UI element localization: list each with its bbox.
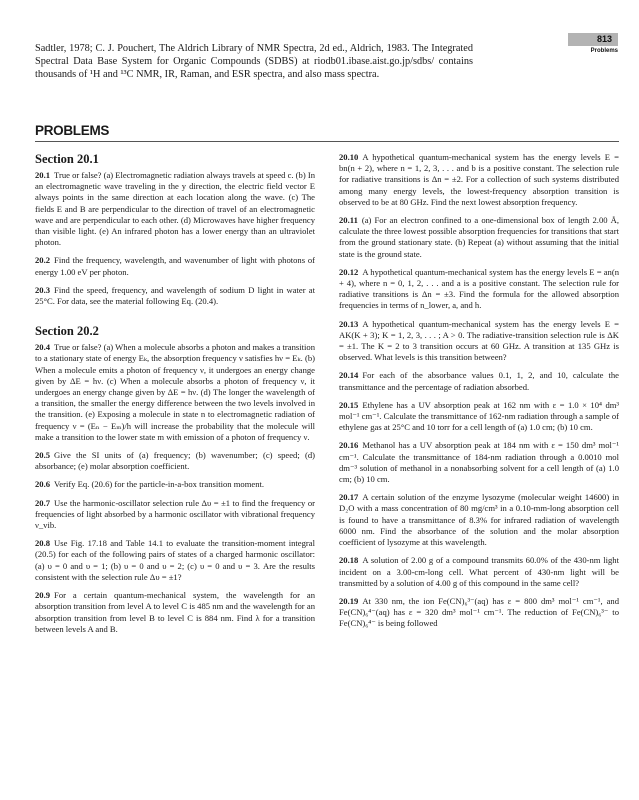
problem-text: Find the frequency, wavelength, and wavenumber of light with photons of energy 1.00 eV per photon.	[35, 255, 315, 277]
problem-text: Use the harmonic-oscillator selection rule Δυ = ±1 to find the frequency or frequencies of light absorbed by a harmonic oscillator with vibrational frequency ν_vib.	[35, 497, 315, 531]
problem-item	[35, 479, 315, 490]
references-paragraph	[35, 42, 473, 81]
problem-item	[339, 215, 619, 260]
section-heading-20-2: Section 20.2	[35, 324, 99, 339]
left-column	[35, 152, 315, 642]
problem-item	[35, 498, 315, 532]
problem-item	[35, 538, 315, 583]
problem-number: 20.12	[339, 266, 359, 277]
problem-number: 20.7	[35, 497, 51, 508]
problem-number: 20.8	[35, 538, 51, 549]
problem-number: 20.3	[35, 284, 51, 295]
problem-text: True or false? (a) Electromagnetic radiation always travels at speed c. (b) In an electromagnetic wave traveling in the y direction, the electric field vector E always points in the same direction at each location along the wave. (c) The fields E and B are perpendicular to the direction of travel of an electromagnetic wave and are perpendicular to each other. (d) Microwaves have higher frequency than visible light. (e) An infrared photon has a lower energy than an ultraviolet photon.	[35, 170, 316, 248]
problem-number: 20.16	[339, 440, 359, 451]
problem-item	[35, 170, 315, 248]
problem-number: 20.11	[339, 215, 358, 226]
page-number: 813	[596, 34, 612, 44]
problem-text: At 330 nm, the ion Fe(CN)₆³⁻(aq) has ε = 800 dm³ mol⁻¹ cm⁻¹, and Fe(CN)₆⁴⁻(aq) has ε = 320 dm³ mol⁻¹ cm⁻¹. The reduction of Fe(CN)₆³⁻ to Fe(CN)₆⁴⁻ is being followed	[339, 595, 619, 629]
problem-number: 20.10	[339, 152, 359, 162]
problem-text: Ethylene has a UV absorption peak at 162 nm with ε = 1.0 × 10⁴ dm³ mol⁻¹ cm⁻¹. Calculate the transmittance of 162-nm radiation through a sample of ethylene gas at 25°C and 10 torr for a cell length of (a) 1.0 cm; (b) 10 cm.	[339, 399, 619, 433]
problem-item	[35, 285, 315, 307]
section-heading-20-1: Section 20.1	[35, 152, 99, 166]
problem-item	[35, 255, 315, 277]
problem-item	[35, 342, 315, 443]
running-head: Problems	[590, 48, 618, 54]
right-column-problems	[339, 152, 619, 630]
problem-item	[35, 450, 315, 472]
problem-item	[339, 319, 619, 364]
problem-number: 20.17	[339, 492, 359, 503]
problem-text: A hypothetical quantum-mechanical system has the energy levels E = bn(n + 2), where n = 1, 2, 3, . . . and b is a positive constant. The selection rule for radiative transitions is Δn = ±2. For a collection of such systems distributed among many energy levels, the lowest-frequency absorption transition is observed to be at 80 GHz. Find the next lowest absorption frequency.	[339, 152, 619, 207]
problem-text: Use Fig. 17.18 and Table 14.1 to evaluate the transition-moment integral (20.5) for each of the following pairs of states of a charged harmonic oscillator: (a) υ = 0 and υ = 1; (b) υ = 0 and υ = 2; (c) υ = 0 and υ = 3. Are the results consistent with the selection rule Δυ = ±1?	[35, 538, 315, 582]
problem-text: Verify Eq. (20.6) for the particle-in-a-box transition moment.	[54, 479, 265, 490]
problem-number: 20.9	[35, 590, 51, 601]
problem-text: Find the speed, frequency, and wavelength of sodium D light in water at 25°C. For data, see the material following Eq. (20.4).	[35, 284, 315, 307]
problem-number: 20.4	[35, 342, 51, 353]
problem-text: Give the SI units of (a) frequency; (b) wavenumber; (c) speed; (d) absorbance; (e) molar absorption coefficient.	[35, 450, 315, 472]
problem-number: 20.1	[35, 170, 51, 180]
problem-item	[339, 370, 619, 392]
problem-number: 20.14	[339, 370, 359, 381]
problem-text: Methanol has a UV absorption peak at 184 nm with ε = 150 dm³ mol⁻¹ cm⁻¹. Calculate the transmittance of 184-nm radiation through a 0.0010 mol dm⁻³ solution of methanol in a nonabsorbing solvent for a cell length of (a) 1.0 cm; (b) 10 cm.	[339, 440, 619, 485]
section-20-2-problems	[35, 342, 315, 635]
problem-item	[339, 267, 619, 312]
problem-text: For each of the absorbance values 0.1, 1, 2, and 10, calculate the transmittance and the percentage of radiation absorbed.	[339, 370, 619, 392]
reference-text: Sadtler, 1978; C. J. Pouchert, The Aldrich Library of NMR Spectra, 2d ed., Aldrich, 1983. The Integrated Spectral Data Base System for Organic Compounds (SDBS) at riodb01.ibase.aist.go.jp/sdbs/ contains thousands of ¹H and ¹³C NMR, IR, Raman, and ESR spectra, and also mass spectra.	[35, 43, 473, 80]
problem-number: 20.15	[339, 399, 359, 410]
problem-number: 20.6	[35, 479, 51, 490]
section-20-1-problems	[35, 170, 315, 307]
problem-item	[339, 492, 619, 548]
problem-number: 20.13	[339, 318, 359, 329]
right-column	[339, 152, 619, 637]
problem-item	[339, 555, 619, 589]
page-number-tab	[568, 33, 618, 46]
problem-text: A hypothetical quantum-mechanical system has the energy levels E = AK(K + 3); K = 1, 2, 3, . . . ; A > 0. The radiative-transition selection rule is ΔK = ±1. The K = 2 to 3 transition occurs at 60 GHz. A transition at 135 GHz is observed. What levels is this transition between?	[339, 318, 619, 363]
heading-rule	[35, 141, 619, 142]
problem-text: A certain solution of the enzyme lysozyme (molecular weight 14600) in D₂O with a mass concentration of 80 mg/cm³ in a 0.10-mm-long absorption cell is found to have a transmittance of 8.3% for infrared radiation of wavelength 6000 nm. Find the absorbance of the solution and the molar absorption coefficient of lysozyme at this wavelength.	[339, 492, 619, 548]
problem-text: (a) For an electron confined to a one-dimensional box of length 2.00 Å, calculate the three lowest possible absorption frequencies for transitions that start from the ground stationary state. (b) Repeat (a) without assuming that the initial state is the ground state.	[339, 215, 619, 259]
problem-text: A solution of 2.00 g of a compound transmits 60.0% of the 430-nm light incident on a 3.00-cm-long cell. What percent of 430-nm light will be transmitted by a solution of 4.00 g of this compound in the same cell?	[339, 555, 619, 588]
problem-number: 20.5	[35, 450, 51, 461]
problem-item	[339, 152, 619, 208]
problem-item	[339, 596, 619, 630]
problem-number: 20.2	[35, 255, 51, 266]
problem-item	[339, 400, 619, 434]
problem-number: 20.18	[339, 555, 359, 566]
problem-text: A hypothetical quantum-mechanical system has the energy levels E = an(n + 4), where n = 0, 1, 2, . . . and a is a positive constant. The selection rule for radiative transitions is Δn = ±3. Find the formula for the allowed absorption frequencies in terms of n_lower, a, and h.	[339, 266, 619, 311]
problem-text: For a certain quantum-mechanical system, the wavelength for an absorption transition from level A to level C is 485 nm and the wavelength for an absorption transition from level B to level C is 884 nm. Find λ for a transition between levels A and B.	[35, 590, 315, 634]
problems-heading: PROBLEMS	[35, 123, 110, 138]
problem-item	[35, 590, 315, 635]
problem-number: 20.19	[339, 595, 359, 606]
problem-text: True or false? (a) When a molecule absorbs a photon and makes a transition to a stationary state of energy Eₖ, the absorption frequency ν satisfies hν = Eₖ. (b) When a molecule emits a photon of frequency ν, it undergoes an energy change given by ΔE = hν. (c) When a molecule absorbs a photon of frequency ν, it undergoes an energy change given by ΔE = hν. (d) The longer the wavelength of a transition, the smaller the energy difference between the two levels involved in the transition. (e) Exposing a molecule in state n to electromagnetic radiation of frequency ν = (Eₙ − Eₘ)/h will increase the probability that the molecule will make a transition to the lower state m with emission of a photon of frequency ν.	[35, 342, 315, 442]
problem-item	[339, 440, 619, 485]
